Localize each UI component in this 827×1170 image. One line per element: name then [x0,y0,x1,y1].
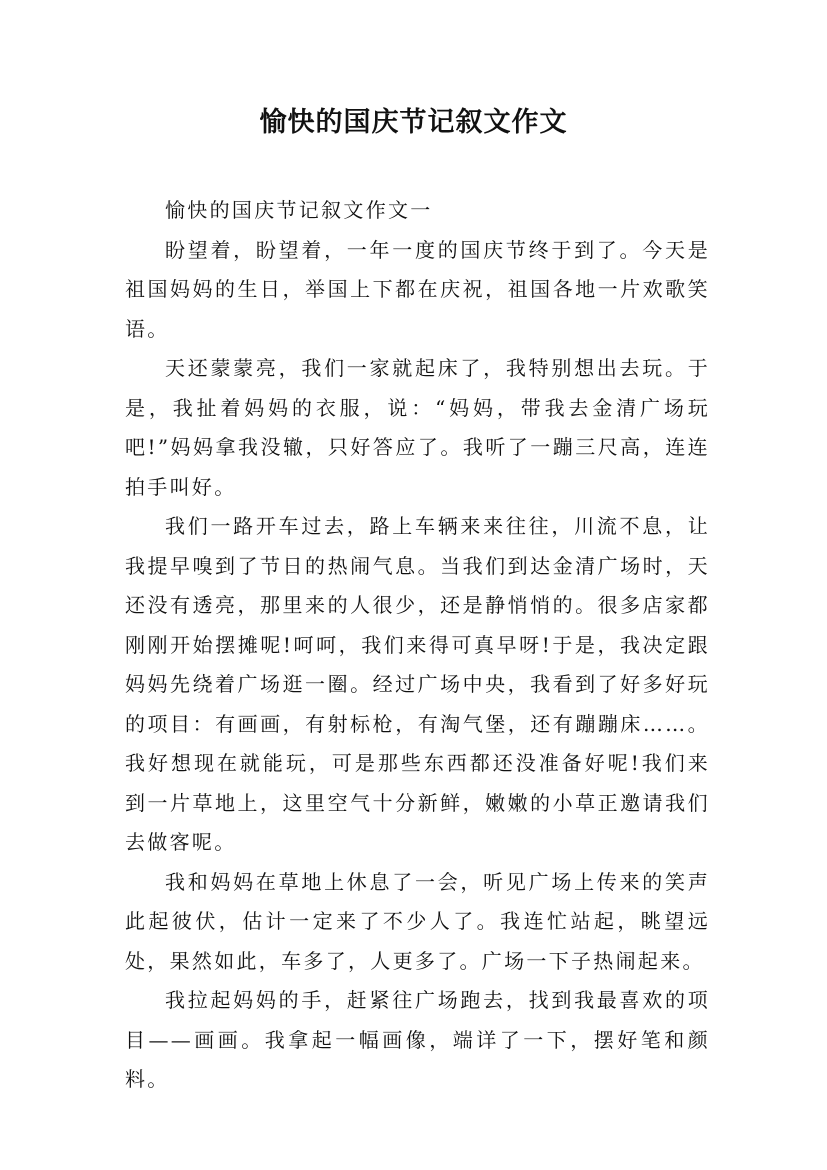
body-paragraph: 我拉起妈妈的手，赶紧往广场跑去，找到我最喜欢的项目——画画。我拿起一幅画像，端详了一下，摆好笔和颜料。 [125,988,710,1091]
document-body [125,191,710,1100]
document-title: 愉快的国庆节记叙文作文 [259,107,568,138]
body-paragraph: 盼望着，盼望着，一年一度的国庆节终于到了。今天是祖国妈妈的生日，举国上下都在庆祝，祖国各地一片欢歌笑语。 [125,237,710,341]
subtitle-paragraph: 愉快的国庆节记叙文作文一 [165,198,433,222]
body-paragraph: 我们一路开车过去，路上车辆来来往往，川流不息，让我提早嗅到了节日的热闹气息。当我们到达金清广场时，天还没有透亮，那里来的人很少，还是静悄悄的。很多店家都刚刚开始摆摊呢!呵呵，我们来得可真早呀!于是，我决定跟妈妈先绕着广场逛一圈。经过广场中央，我看到了好多好玩的项目：有画画，有射标枪，有淘气堡，还有蹦蹦床……。我好想现在就能玩，可是那些东西都还没准备好呢!我们来到一片草地上，这里空气十分新鲜，嫩嫩的小草正邀请我们去做客呢。 [125,514,710,854]
body-paragraph: 我和妈妈在草地上休息了一会，听见广场上传来的笑声此起彼伏，估计一定来了不少人了。我连忙站起，眺望远处，果然如此，车多了，人更多了。广场一下子热闹起来。 [125,869,710,973]
body-paragraph: 天还蒙蒙亮，我们一家就起床了，我特别想出去玩。于是，我扯着妈妈的衣服，说：“妈妈，带我去金清广场玩吧!”妈妈拿我没辙，只好答应了。我听了一蹦三尺高，连连拍手叫好。 [125,356,710,499]
